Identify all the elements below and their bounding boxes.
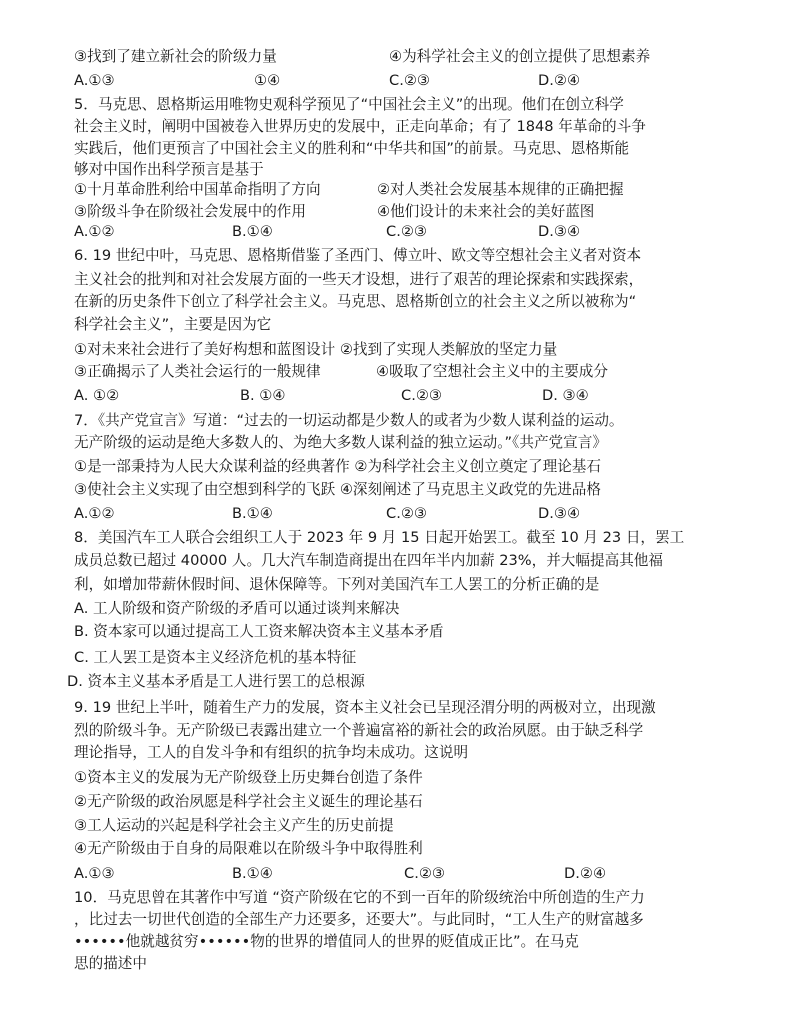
q5-options-row-2	[0, 202, 793, 222]
q5-option-3: ③阶级斗争在阶级社会发展中的作用	[74, 203, 306, 220]
q7-choices	[0, 504, 793, 524]
q4-choice-c: C.②③	[389, 72, 430, 89]
q6-option-3: ③正确揭示了人类社会运行的一般规律	[74, 363, 321, 380]
q9-option-2: ②无产阶级的政治夙愿是科学社会主义诞生的理论基石	[74, 793, 423, 810]
q4-options-row-2	[0, 47, 793, 67]
q7-choice-b: B.①④	[232, 505, 273, 522]
q6-options-row-1: ①对未来社会进行了美好构想和蓝图设计 ②找到了实现人类解放的坚定力量	[74, 341, 558, 358]
q4-option-3: ③找到了建立新社会的阶级力量	[74, 48, 277, 65]
q9-stem-line-3: 理论指导，工人的自发斗争和有组织的抗争均未成功。这说明	[74, 744, 469, 761]
q5-stem-line-3: 实践后，他们更预言了中国社会主义的胜利和“中华共和国”的前景。马克思、恩格斯能	[74, 140, 630, 157]
q4-choice-d: D.②④	[538, 72, 581, 89]
q6-options-row-2	[0, 362, 793, 382]
q9-choice-c: C.②③	[404, 865, 445, 882]
q9-option-1: ①资本主义的发展为无产阶级登上历史舞台创造了条件	[74, 769, 423, 786]
q7-stem-line-1: 7．《共产党宣言》写道：“过去的一切运动都是少数人的或者为少数人谋利益的运动。	[74, 412, 624, 429]
q6-stem-line-3: 在新的历史条件下创立了科学社会主义。马克思、恩格斯创立的社会主义之所以被称为“	[74, 293, 637, 310]
q5-options-row-1	[0, 180, 793, 200]
q6-stem-line-2: 主义社会的批判和对社会发展方面的一些天才设想，进行了艰苦的理论探索和实践探索，	[74, 271, 644, 288]
q9-option-3: ③工人运动的兴起是科学社会主义产生的历史前提	[74, 817, 394, 834]
q6-choice-b: B. ①④	[240, 387, 286, 404]
q9-stem-line-2: 烈的阶级斗争。无产阶级已表露出建立一个普遍富裕的新社会的政治夙愿。由于缺乏科学	[74, 722, 644, 739]
q8-choice-d: D. 资本主义基本矛盾是工人进行罢工的总根源	[67, 673, 365, 690]
q4-choice-b: ①④	[254, 72, 281, 89]
q7-stem-line-2: 无产阶级的运动是绝大多数人的、为绝大多数人谋利益的独立运动。”《共产党宣言》	[74, 434, 607, 451]
q5-choices	[0, 222, 793, 242]
q10-stem-line-1: 10．马克思曾在其著作中写道 “资产阶级在它的不到一百年的阶级统治中所创造的生产力	[74, 889, 645, 906]
q8-stem-line-2: 成员总数已超过 40000 人。几大汽车制造商提出在四年半内加薪 23%，并大幅提高其他福	[74, 552, 663, 569]
q5-choice-a: A.①②	[74, 223, 115, 240]
q10-stem-line-4: 思的描述中	[74, 955, 147, 972]
q10-stem-line-3: ••••••他就越贫穷••••••物的世界的增值同人的世界的贬值成正比”。在马克	[74, 933, 579, 950]
q9-choice-b: B.①④	[232, 865, 273, 882]
q8-stem-line-1: 8．美国汽车工人联合会组织工人于 2023 年 9 月 15 日起开始罢工。截至 10 月 23 日，罢工	[74, 529, 685, 546]
q4-option-4: ④为科学社会主义的创立提供了思想素养	[389, 48, 651, 65]
q9-option-4: ④无产阶级由于自身的局限难以在阶级斗争中取得胜利	[74, 840, 423, 857]
q6-option-4: ④吸取了空想社会主义中的主要成分	[376, 363, 608, 380]
q7-choice-c: C.②③	[386, 505, 427, 522]
q7-choice-d: D.③④	[538, 505, 581, 522]
q6-stem-line-1: 6. 19 世纪中叶，马克思、恩格斯借鉴了圣西门、傅立叶、欧文等空想社会主义者对资本	[74, 247, 642, 264]
q6-choices	[0, 386, 793, 406]
q8-stem-line-3: 利，如增加带薪休假时间、退休保障等。下列对美国汽车工人罢工的分析正确的是	[74, 576, 600, 593]
q6-choice-d: D. ③④	[542, 387, 589, 404]
q5-stem-line-2: 社会主义时，阐明中国被卷入世界历史的发展中，正走向革命；有了 1848 年革命的斗争	[74, 118, 646, 135]
q8-choice-a: A. 工人阶级和资产阶级的矛盾可以通过谈判来解决	[74, 600, 400, 617]
q9-stem-line-1: 9. 19 世纪上半叶，随着生产力的发展，资本主义社会已呈现泾渭分明的两极对立，出现激	[74, 699, 656, 716]
q9-choices	[0, 864, 793, 884]
q7-options-row-2: ③使社会主义实现了由空想到科学的飞跃 ④深刻阐述了马克思主义政党的先进品格	[74, 481, 601, 498]
q5-choice-d: D.③④	[538, 223, 581, 240]
q5-choice-b: B.①④	[232, 223, 273, 240]
q5-stem-line-1: 5．马克思、恩格斯运用唯物史观科学预见了“中国社会主义”的出现。他们在创立科学	[74, 96, 624, 113]
q4-choice-a: A.①③	[74, 72, 115, 89]
q8-choice-c: C. 工人罢工是资本主义经济危机的基本特征	[74, 649, 357, 666]
q5-option-4: ④他们设计的未来社会的美好蓝图	[377, 203, 595, 220]
q4-choices	[0, 71, 793, 91]
q8-choice-b: B. 资本家可以通过提高工人工资来解决资本主义基本矛盾	[74, 623, 444, 640]
q9-choice-a: A.①③	[74, 865, 115, 882]
q6-choice-c: C.②③	[401, 387, 442, 404]
q5-option-2: ②对人类社会发展基本规律的正确把握	[377, 181, 624, 198]
q10-stem-line-2: ，比过去一切世代创造的全部生产力还要多，还要大”。与此同时，“工人生产的财富越多	[74, 911, 644, 928]
q5-option-1: ①十月革命胜利给中国革命指明了方向	[74, 181, 321, 198]
q5-stem-line-4: 够对中国作出科学预言是基于	[74, 161, 264, 178]
q7-choice-a: A.①②	[74, 505, 115, 522]
q9-choice-d: D.②④	[564, 865, 607, 882]
q5-choice-c: C.②③	[386, 223, 427, 240]
q6-stem-line-4: 科学社会主义”，主要是因为它	[74, 316, 272, 333]
q7-options-row-1: ①是一部秉持为人民大众谋利益的经典著作 ②为科学社会主义创立奠定了理论基石	[74, 458, 601, 475]
q6-choice-a: A. ①②	[74, 387, 120, 404]
